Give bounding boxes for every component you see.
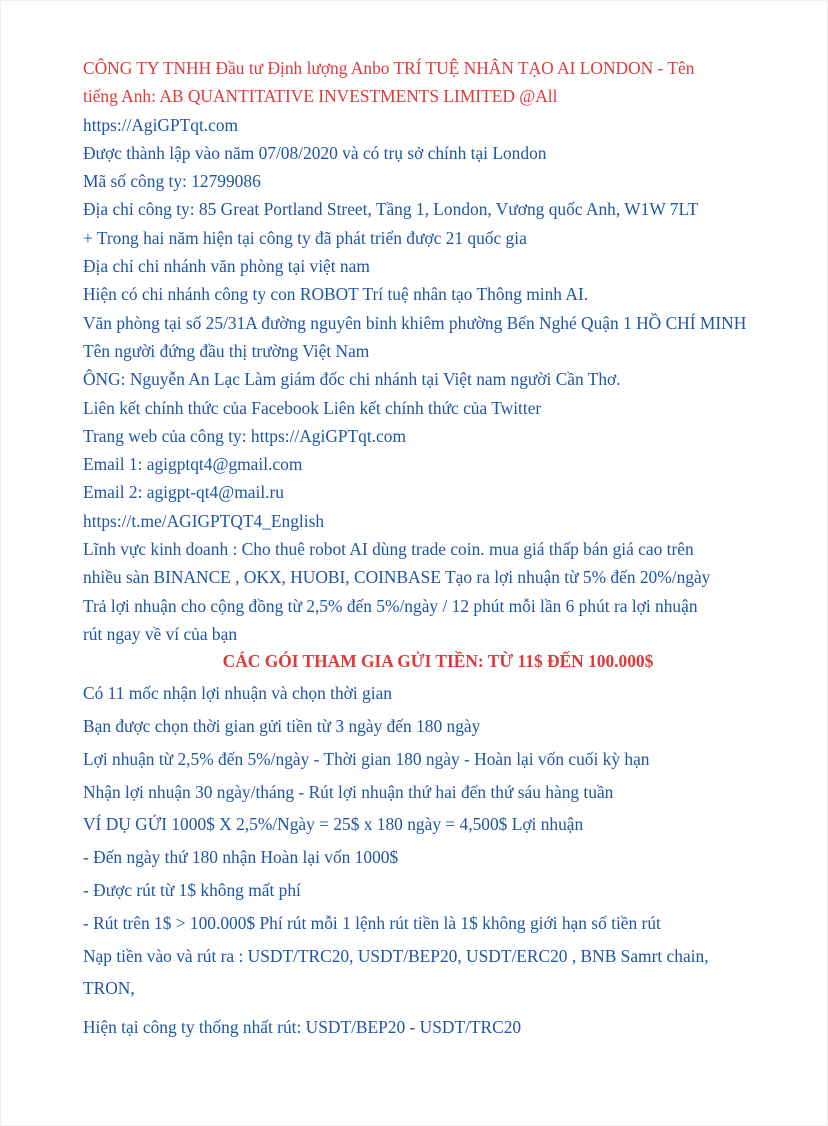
company-title-line-2: tiếng Anh: AB QUANTITATIVE INVESTMENTS LIMITED @All (83, 86, 558, 107)
business-field-line-1: Lĩnh vực kinh doanh : Cho thuê robot AI dùng trade coin. mua giá thấp bán giá cao trên (83, 539, 694, 560)
company-website-text: Trang web của công ty: https://AgiGPTqt.com (83, 425, 406, 446)
package-details (83, 677, 793, 1044)
package-line: VÍ DỤ GỬI 1000$ X 2,5%/Ngày = 25$ x 180 ngày = 4,500$ Lợi nhuận (83, 814, 584, 835)
website-link[interactable]: https://AgiGPTqt.com (83, 114, 239, 135)
business-field-line-2: nhiều sàn BINANCE , OKX, HUOBI, COINBASE Tạo ra lợi nhuận từ 5% đến 20%/ngày (83, 567, 711, 588)
packages-heading: CÁC GÓI THAM GIA GỬI TIỀN: TỪ 11$ ĐẾN 100.000$ (222, 651, 654, 672)
package-line: - Đến ngày thứ 180 nhận Hoàn lại vốn 1000$ (83, 847, 399, 868)
founding-date-text: Được thành lập vào năm 07/08/2020 và có trụ sở chính tại London (83, 142, 547, 163)
deposit-continuation-line: TRON, (83, 978, 135, 999)
company-title-line-1: CÔNG TY TNHH Đầu tư Định lượng Anbo TRÍ TUỆ NHÂN TẠO AI LONDON - Tên (83, 58, 695, 78)
package-line: Bạn được chọn thời gian gửi tiền từ 3 ngày đến 180 ngày (83, 716, 481, 737)
director-text: ÔNG: Nguyễn An Lạc Làm giám đốc chi nhánh tại Việt nam người Cần Thơ. (83, 369, 621, 390)
package-line: Có 11 mốc nhận lợi nhuận và chọn thời gian (83, 683, 392, 704)
package-line: Nhận lợi nhuận 30 ngày/tháng - Rút lợi nhuận thứ hai đến thứ sáu hàng tuần (83, 781, 614, 802)
market-head-label: Tên người đứng đầu thị trường Việt Nam (83, 340, 370, 361)
profit-payout-line-1: Trả lợi nhuận cho cộng đồng từ 2,5% đến 5%/ngày / 12 phút mỗi lần 6 phút ra lợi nhuận (83, 595, 698, 616)
profit-payout-line-2: rút ngay về ví của bạn (83, 623, 238, 644)
package-line: - Được rút từ 1$ không mất phí (83, 880, 301, 901)
withdraw-method-line: Hiện tại công ty thống nhất rút: USDT/BEP20 - USDT/TRC20 (83, 1017, 522, 1038)
telegram-link[interactable]: https://t.me/AGIGPTQT4_English (83, 510, 325, 531)
office-address-text: Văn phòng tại số 25/31A đường nguyên bỉnh khiêm phường Bến Nghé Quận 1 HỒ CHÍ MINH (83, 312, 747, 333)
email-1-text: Email 1: agigptqt4@gmail.com (83, 454, 303, 475)
document-body (83, 54, 793, 1044)
vietnam-branch-label: Địa chỉ chi nhánh văn phòng tại việt nam (83, 256, 370, 277)
company-address-text: Địa chỉ công ty: 85 Great Portland Street, Tầng 1, London, Vương quốc Anh, W1W 7LT (83, 199, 699, 220)
package-line: - Rút trên 1$ > 100.000$ Phí rút mỗi 1 lệnh rút tiền là 1$ không giới hạn số tiền rút (83, 912, 661, 933)
email-2-text: Email 2: agigpt-qt4@mail.ru (83, 482, 284, 503)
social-links-text: Liên kết chính thức của Facebook Liên kết chính thức của Twitter (83, 397, 542, 418)
subsidiary-text: Hiện có chi nhánh công ty con ROBOT Trí tuệ nhân tạo Thông minh AI. (83, 284, 589, 305)
company-number-text: Mã số công ty: 12799086 (83, 171, 261, 192)
countries-text: + Trong hai năm hiện tại công ty đã phát triển được 21 quốc gia (83, 227, 527, 248)
package-line: Lợi nhuận từ 2,5% đến 5%/ngày - Thời gian 180 ngày - Hoàn lại vốn cuối kỳ hạn (83, 748, 650, 769)
package-line: Nạp tiền vào và rút ra : USDT/TRC20, USDT/BEP20, USDT/ERC20 , BNB Samrt chain, (83, 945, 709, 966)
